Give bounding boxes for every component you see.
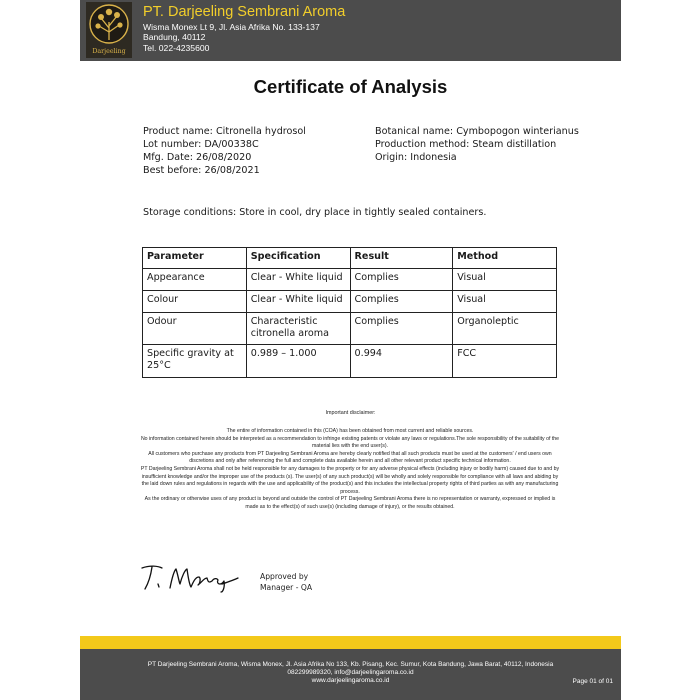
production-method: Production method: Steam distillation [375,139,557,150]
table-row [143,269,557,291]
table-cell: 0.989 – 1.000 [246,345,350,378]
table-cell: FCC [453,345,557,378]
botanical-name: Botanical name: Cymbopogon winterianus [375,126,579,137]
document-title: Certificate of Analysis [253,76,448,97]
table-row [143,345,557,378]
approver-role: Manager - QA [260,583,313,592]
table-cell: Organoleptic [453,313,557,345]
company-city: Bandung, 40112 [143,32,206,42]
approved-by-label: Approved by [260,572,309,581]
footer-address: PT Darjeeling Sembrani Aroma, Wisma Monex, Jl. Asia Afrika No 133, Kb. Pisang, Kec. Sumur, Kota Bandung, Jawa Barat, 40112, Indonesia [147,661,554,668]
footer-accent-bar [80,636,621,649]
disclaimer-paragraph: All customers who purchase any products from PT Darjeeling Sembrani Aroma are hereby clearly notified that all such products must be used at the customers' / end users own discretions and only after referencing the full and complete data available herein and all other relevant product specific technical information. [148,450,552,465]
disclaimer-paragraph: The entire of information contained in this (COA) has been obtained from most current and reliable sources. [226,428,474,434]
column-header: Parameter [143,248,247,269]
lot-number: Lot number: DA/00338C [143,139,259,150]
table-cell: Complies [350,269,453,291]
letterhead-header [80,0,621,61]
table-cell: Clear - White liquid [246,291,350,313]
table-cell: Clear - White liquid [246,269,350,291]
company-phone: Tel. 022-4235600 [143,43,210,53]
table-cell: Appearance [143,269,247,291]
disclaimer-paragraph: No information contained herein should be interpreted as a recommendation to infringe existing patents or violate any laws or regulations.The sole responsibility of the suitability of the material lies with the end user(s). [140,435,560,450]
disclaimer-text [140,428,560,512]
table-row [143,313,557,345]
table-cell: 0.994 [350,345,453,378]
table-cell: Specific gravity at 25°C [143,345,247,378]
table-cell: Colour [143,291,247,313]
table-row [143,291,557,313]
footer-contact: 082299989320, info@darjeelingaroma.co.id [287,669,414,676]
certificate-page [80,0,621,700]
disclaimer-paragraph: PT Darjeeling Sembrani Aroma shall not be held responsible for any damages to the property or for any adverse physical effects (including injury or bodily harm) caused due to and by insufficient knowledge and/or the improper use of the products (s). The user(s) of any such product(s) will be wholly and solely responsible for compliance with all laws and abiding by the laid down rules and regulations in regards with the use and applicability of the product(s) and this includes the intellectual property rights of third parties as with any manufacturing process. [140,465,560,495]
manager-signature [138,562,248,594]
analysis-table [142,247,557,378]
page-number: Page 01 of 01 [572,678,613,685]
product-name: Product name: Citronella hydrosol [143,126,306,137]
company-name: PT. Darjeeling Sembrani Aroma [143,4,346,20]
product-info [143,125,306,177]
table-cell: Odour [143,313,247,345]
footer-website: www.darjeelingaroma.co.id [311,677,390,684]
table-cell: Complies [350,313,453,345]
table-cell: Visual [453,291,557,313]
letterhead-footer [80,649,621,700]
botanical-info [375,125,579,164]
disclaimer-paragraph: As the ordinary or otherwise uses of any product is beyond and outside the control of PT Darjeeling Sembrani Aroma there is no representation or warranty, expressed or implied is made as to the effect(s) of such use(s) (including damage of injury), or the results obtained. [144,496,556,510]
best-before: Best before: 26/08/2021 [143,165,260,176]
darjeeling-logo-icon [86,2,132,58]
column-header: Result [350,248,453,269]
column-header: Specification [246,248,350,269]
table-header-row [143,248,557,269]
svg-text:Darjeeling: Darjeeling [92,48,126,55]
approval-block [260,571,312,593]
storage-conditions: Storage conditions: Store in cool, dry place in tightly sealed containers. [143,207,487,218]
table-cell: Complies [350,291,453,313]
column-header: Method [453,248,557,269]
disclaimer-title: Important disclaimer: [325,410,376,416]
table-cell: Visual [453,269,557,291]
company-address: Wisma Monex Lt 9, Jl. Asia Afrika No. 133-137 [143,22,320,32]
mfg-date: Mfg. Date: 26/08/2020 [143,152,252,163]
table-cell: Characteristic citronella aroma [246,313,350,345]
origin: Origin: Indonesia [375,152,457,163]
